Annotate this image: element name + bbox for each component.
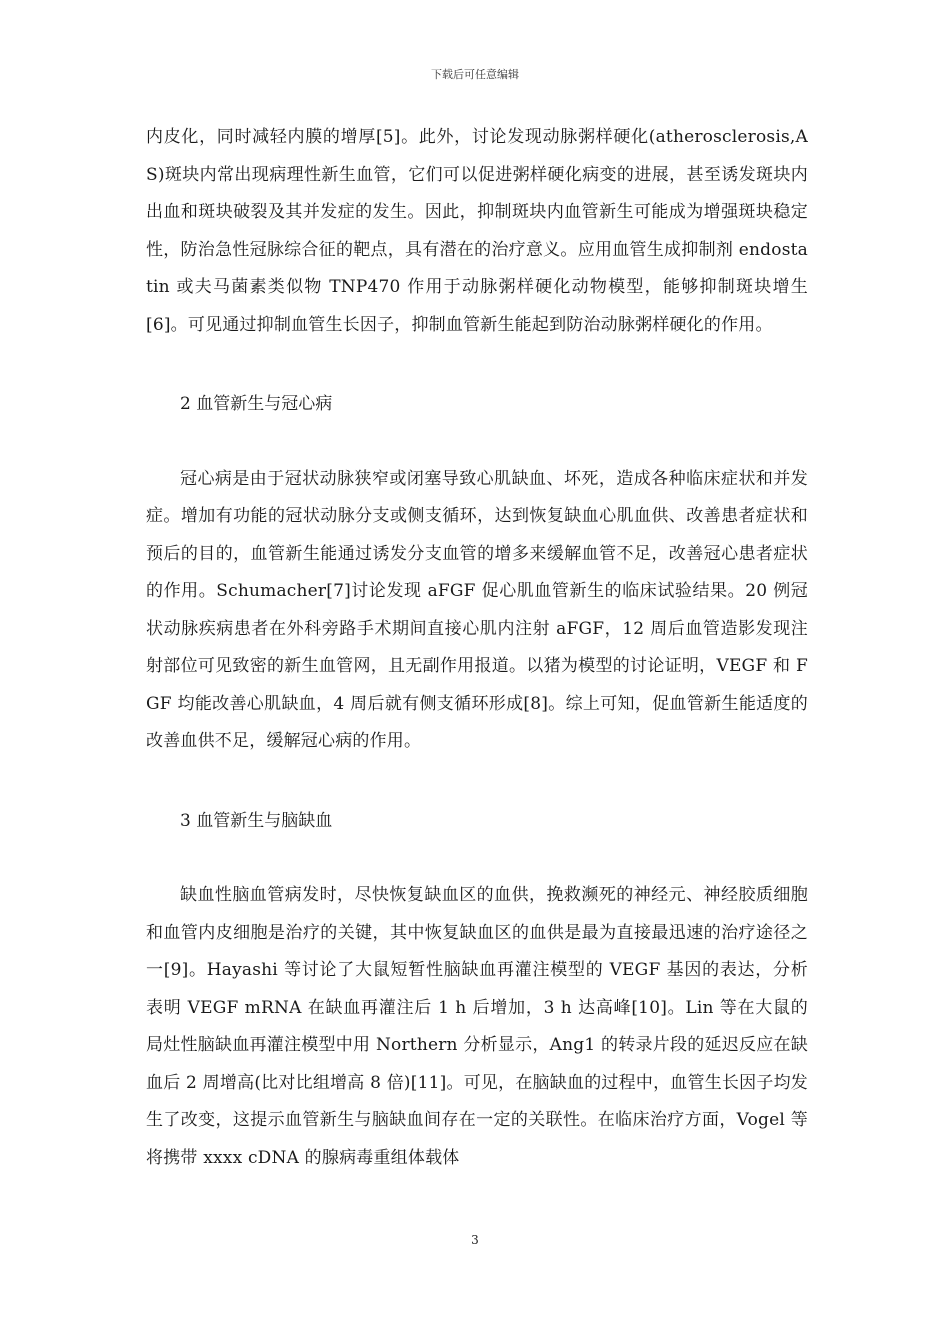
spacer (146, 424, 808, 461)
paragraph-atherosclerosis: 内皮化，同时减轻内膜的增厚[5]。此外，讨论发现动脉粥样硬化(atherosclerosis,AS)斑块内常出现病理性新生血管，它们可以促进粥样硬化病变的进展，甚至诱发斑块内出血和斑块破裂及其并发症的发生。因此，抑制斑块内血管新生可能成为增强斑块稳定性，防治急性冠脉综合征的靶点，具有潜在的治疗意义。应用血管生成抑制剂 endostatin 或夫马菌素类似物 TNP470 作用于动脉粥样硬化动物模型，能够抑制斑块增生[6]。可见通过抑制血管生长因子，抑制血管新生能起到防治动脉粥样硬化的作用。 (146, 127, 808, 335)
spacer (146, 344, 808, 386)
page-number: 3 (471, 1233, 479, 1247)
page-header: 下载后可任意编辑 (431, 68, 519, 81)
spacer (146, 761, 808, 803)
section-heading-2: 2 血管新生与冠心病 (180, 394, 333, 414)
section-heading-3: 3 血管新生与脑缺血 (180, 810, 333, 831)
document-body (146, 119, 808, 1177)
spacer (146, 840, 808, 877)
paragraph-coronary-heart-disease: 冠心病是由于冠状动脉狭窄或闭塞导致心肌缺血、坏死，造成各种临床症状和并发症。增加有功能的冠状动脉分支或侧支循环，达到恢复缺血心肌血供、改善患者症状和预后的目的，血管新生能通过诱发分支血管的增多来缓解血管不足，改善冠心患者症状的作用。Schumacher[7]讨论发现 aFGF 促心肌血管新生的临床试验结果。20 例冠状动脉疾病患者在外科旁路手术期间直接心肌内注射 aFGF，12 周后血管造影发现注射部位可见致密的新生血管网，且无副作用报道。以猪为模型的讨论证明，VEGF 和 FGF 均能改善心肌缺血，4 周后就有侧支循环形成[8]。综上可知，促血管新生能适度的改善血供不足，缓解冠心病的作用。 (146, 468, 808, 751)
paragraph-cerebral-ischemia: 缺血性脑血管病发时，尽快恢复缺血区的血供，挽救濒死的神经元、神经胶质细胞和血管内皮细胞是治疗的关键，其中恢复缺血区的血供是最为直接最迅速的治疗途径之一[9]。Hayashi 等讨论了大鼠短暂性脑缺血再灌注模型的 VEGF 基因的表达，分析表明 VEGF mRNA 在缺血再灌注后 1 h 后增加，3 h 达高峰[10]。Lin 等在大鼠的局灶性脑缺血再灌注模型中用 Northern 分析显示，Ang1 的转录片段的延迟反应在缺血后 2 周增高(比对比组增高 8 倍)[11]。可见，在脑缺血的过程中，血管生长因子均发生了改变，这提示血管新生与脑缺血间存在一定的关联性。在临床治疗方面，Vogel 等将携带 xxxx cDNA 的腺病毒重组体载体 (146, 885, 808, 1168)
